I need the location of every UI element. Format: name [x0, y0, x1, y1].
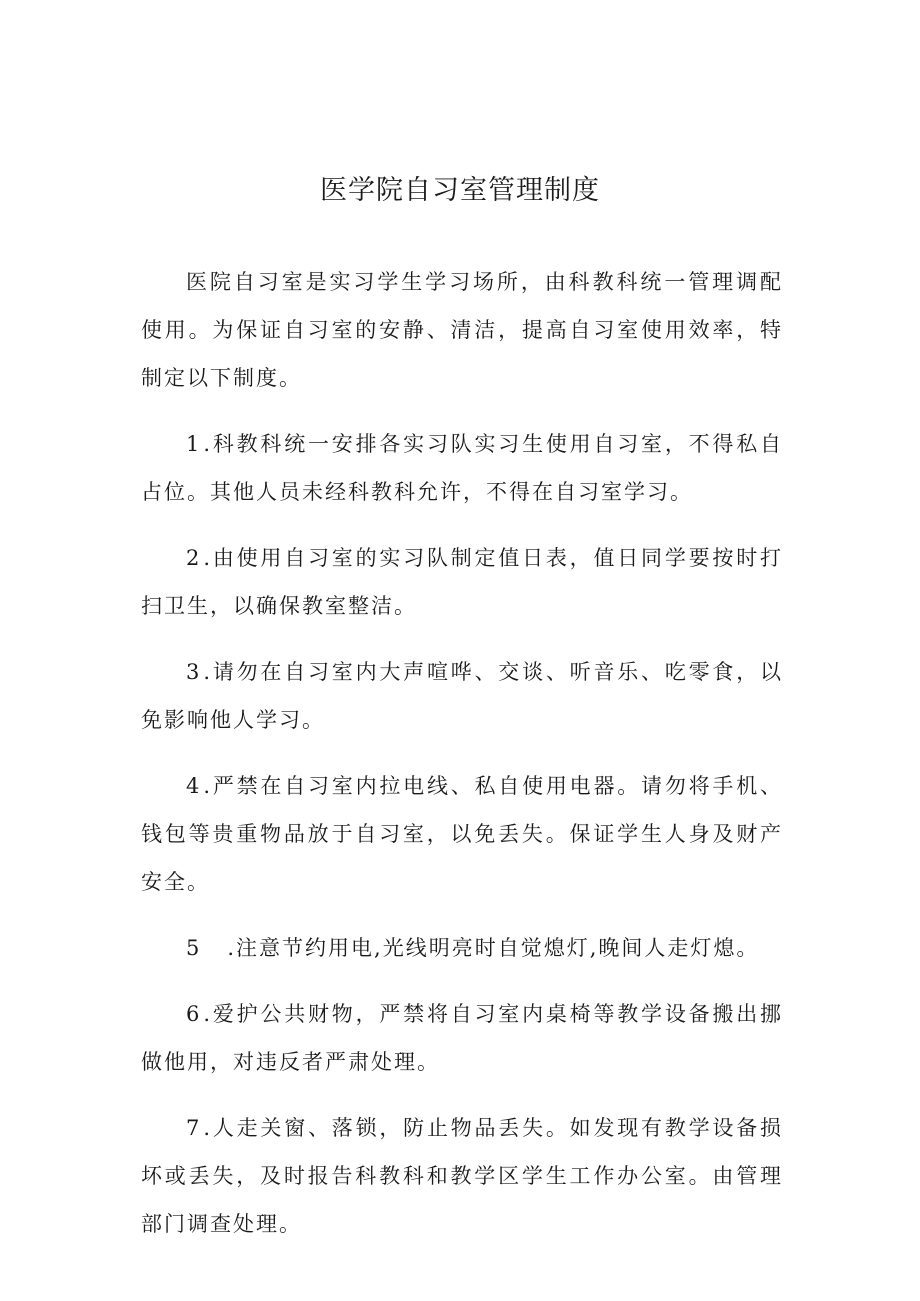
intro-paragraph: 医院自习室是实习学生学习场所，由科教科统一管理调配使用。为保证自习室的安静、清洁，提高自习室使用效率，特制定以下制度。 — [141, 270, 783, 390]
rule-item-1 — [141, 420, 783, 516]
rule-text: .科教科统一安排各实习队实习生使用自习室，不得私自占位。其他人员未经科教科允许，不得在自习室学习。 — [141, 432, 783, 504]
rule-number: 1 — [186, 432, 202, 456]
document-body — [141, 258, 783, 1266]
rule-text: .严禁在自习室内拉电线、私自使用电器。请勿将手机、钱包等贵重物品放于自习室，以免丢失。保证学生人身及财产安全。 — [141, 774, 783, 894]
rule-item-6 — [141, 990, 783, 1086]
rule-text: .爱护公共财物，严禁将自习室内桌椅等教学设备搬出挪做他用，对违反者严肃处理。 — [141, 1002, 783, 1074]
rule-text: .由使用自习室的实习队制定值日表，值日同学要按时打扫卫生，以确保教室整洁。 — [141, 546, 783, 618]
rule-text: .注意节约用电,光线明亮时自觉熄灯,晚间人走灯熄。 — [227, 936, 760, 960]
rule-number: 6 — [186, 1002, 202, 1026]
rule-item-2 — [141, 534, 783, 630]
rule-number: 7 — [186, 1116, 202, 1140]
rule-number: 3 — [186, 660, 202, 684]
rule-text: .人走关窗、落锁，防止物品丢失。如发现有教学设备损坏或丢失，及时报告科教科和教学区学生工作办公室。由管理部门调查处理。 — [141, 1116, 783, 1236]
rule-item-3 — [141, 648, 783, 744]
rule-item-5 — [141, 924, 783, 972]
rule-text: .请勿在自习室内大声喧哗、交谈、听音乐、吃零食，以免影响他人学习。 — [141, 660, 783, 732]
rule-item-4 — [141, 762, 783, 906]
rule-number: 5 — [186, 936, 202, 960]
rule-number: 4 — [186, 774, 202, 798]
rule-item-7 — [141, 1104, 783, 1248]
document-title: 医学院自习室管理制度 — [320, 175, 600, 206]
rule-number: 2 — [186, 546, 202, 570]
